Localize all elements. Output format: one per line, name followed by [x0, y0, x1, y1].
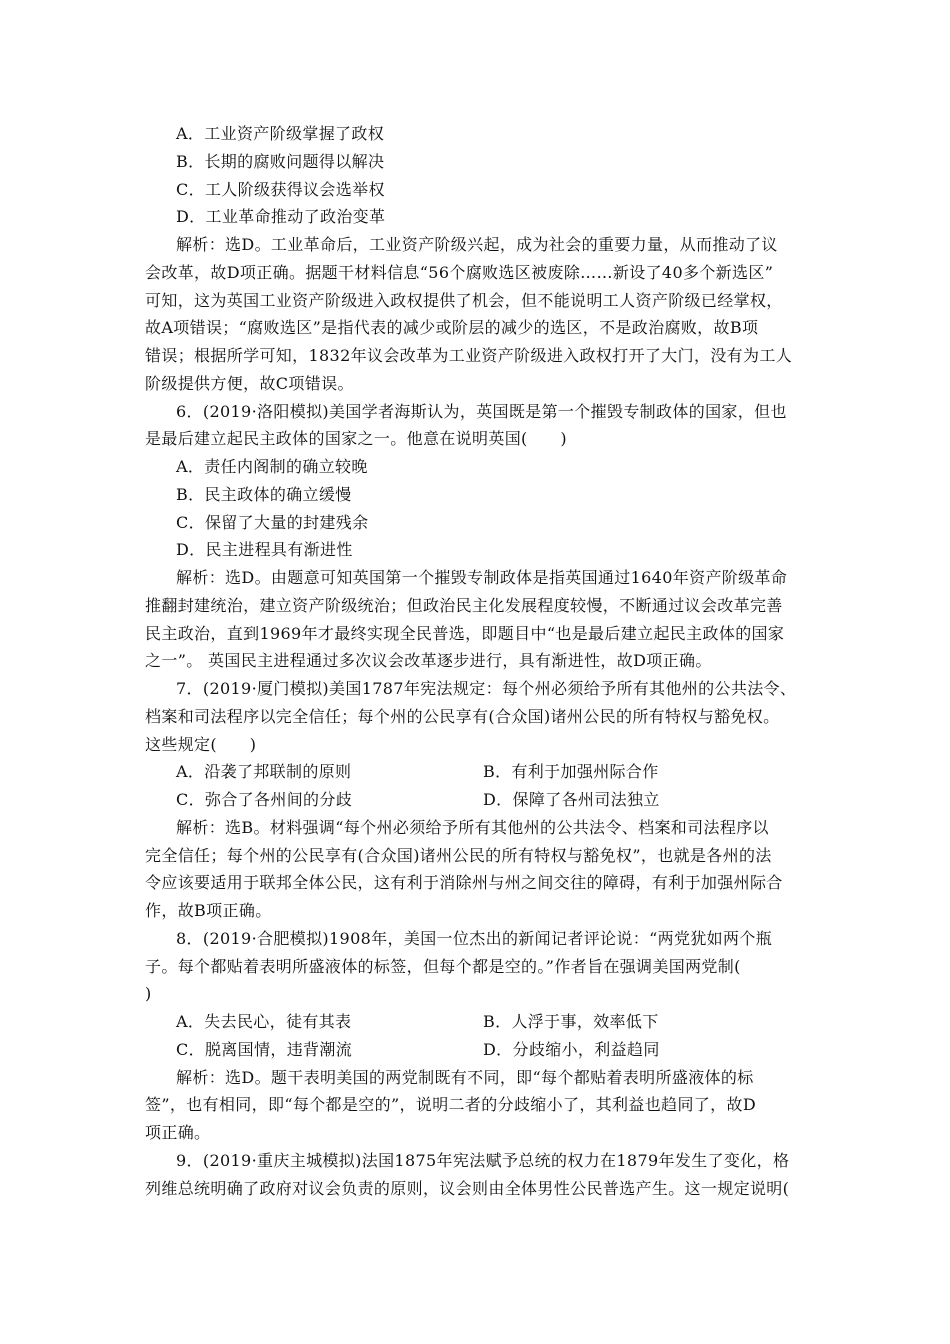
- q5-option-c: C．工人阶级获得议会选举权: [176, 180, 385, 199]
- q8-stem-line: 子。每个都贴着表明所盛液体的标签，但每个都是空的。”作者旨在强调美国两党制(: [145, 957, 741, 976]
- q7-analysis-line: 解析：选B。材料强调“每个州必须给予所有其他州的公共法令、档案和司法程序以: [176, 818, 769, 837]
- q8-option-c: C．脱离国情，违背潮流: [176, 1040, 353, 1059]
- q6-analysis-line: 解析：选D。由题意可知英国第一个摧毁专制政体是指英国通过1640年资产阶级革命: [176, 568, 788, 587]
- q7-analysis-line: 作，故B项正确。: [145, 901, 272, 920]
- q6-analysis-line: 之一”。 英国民主进程通过多次议会改革逐步进行，具有渐进性，故D项正确。: [145, 651, 712, 670]
- q5-analysis-line: 可知，这为英国工业资产阶级进入政权提供了机会，但不能说明工人资产阶级已经掌权，: [145, 291, 783, 310]
- q6-option-a: A．责任内阁制的确立较晚: [176, 457, 368, 476]
- q6-analysis-line: 推翻封建统治，建立资产阶级统治；但政治民主化发展程度较慢，不断通过议会改革完善: [145, 596, 783, 615]
- q7-option-d: D．保障了各州司法独立: [483, 790, 660, 809]
- q8-analysis-line: 解析：选D。题干表明美国的两党制既有不同，即“每个都贴着表明所盛液体的标: [176, 1068, 754, 1087]
- q6-stem-line: 是最后建立起民主政体的国家之一。他意在说明英国( ): [145, 429, 567, 448]
- q8-option-a: A．失去民心，徒有其表: [176, 1012, 352, 1031]
- q6-stem-line: 6．(2019·洛阳模拟)美国学者海斯认为，英国既是第一个摧毁专制政体的国家，但也: [176, 402, 787, 421]
- q7-stem-line: 7．(2019·厦门模拟)美国1787年宪法规定：每个州必须给予所有其他州的公共法令、: [176, 679, 797, 698]
- q8-analysis-line: 项正确。: [145, 1123, 211, 1142]
- q5-option-b: B．长期的腐败问题得以解决: [176, 152, 385, 171]
- q7-analysis-line: 令应该要适用于联邦全体公民，这有利于消除州与州之间交往的障碍，有利于加强州际合: [145, 873, 783, 892]
- q7-stem-line: 档案和司法程序以完全信任；每个州的公民享有(合众国)诸州公民的所有特权与豁免权。: [145, 707, 780, 726]
- q8-stem-line: 8．(2019·合肥模拟)1908年，美国一位杰出的新闻记者评论说：“两党犹如两个瓶: [176, 929, 773, 948]
- q8-option-d: D．分歧缩小，利益趋同: [483, 1040, 660, 1059]
- q8-option-b: B．人浮于事，效率低下: [483, 1012, 659, 1031]
- q9-stem-line: 列维总统明确了政府对议会负责的原则，议会则由全体男性公民普选产生。这一规定说明(: [145, 1179, 790, 1198]
- q5-analysis-line: 错误；根据所学可知，1832年议会改革为工业资产阶级进入政权打开了大门，没有为工人: [145, 346, 793, 365]
- q6-option-c: C．保留了大量的封建残余: [176, 513, 369, 532]
- q7-option-a: A．沿袭了邦联制的原则: [176, 762, 352, 781]
- q5-analysis-line: 阶级提供方便，故C项错误。: [145, 374, 354, 393]
- q5-analysis-line: 会改革，故D项正确。据题干材料信息“56个腐败选区被废除……新设了40多个新选区”: [145, 263, 774, 282]
- q5-option-a: A．工业资产阶级掌握了政权: [176, 124, 385, 143]
- q5-analysis-line: 故A项错误；“腐败选区”是指代表的减少或阶层的减少的选区，不是政治腐败，故B项: [145, 318, 759, 337]
- q6-option-d: D．民主进程具有渐进性: [176, 540, 353, 559]
- q8-stem-line: ): [145, 984, 152, 1003]
- q5-analysis-line: 解析：选D。工业革命后，工业资产阶级兴起，成为社会的重要力量，从而推动了议: [176, 235, 778, 254]
- q9-stem-line: 9．(2019·重庆主城模拟)法国1875年宪法赋予总统的权力在1879年发生了变化，格: [176, 1151, 790, 1170]
- q7-option-c: C．弥合了各州间的分歧: [176, 790, 353, 809]
- q5-option-d: D．工业革命推动了政治变革: [176, 207, 386, 226]
- q7-stem-line: 这些规定( ): [145, 735, 257, 754]
- q8-analysis-line: 签”，也有相同，即“每个都是空的”，说明二者的分歧缩小了，其利益也趋同了，故D: [145, 1095, 757, 1114]
- q6-option-b: B．民主政体的确立缓慢: [176, 485, 352, 504]
- q7-option-b: B．有利于加强州际合作: [483, 762, 659, 781]
- q6-analysis-line: 民主政治，直到1969年才最终实现全民普选，即题目中“也是最后建立起民主政体的国家: [145, 624, 785, 643]
- q7-analysis-line: 完全信任；每个州的公民享有(合众国)诸州公民的所有特权与豁免权”，也就是各州的法: [145, 846, 772, 865]
